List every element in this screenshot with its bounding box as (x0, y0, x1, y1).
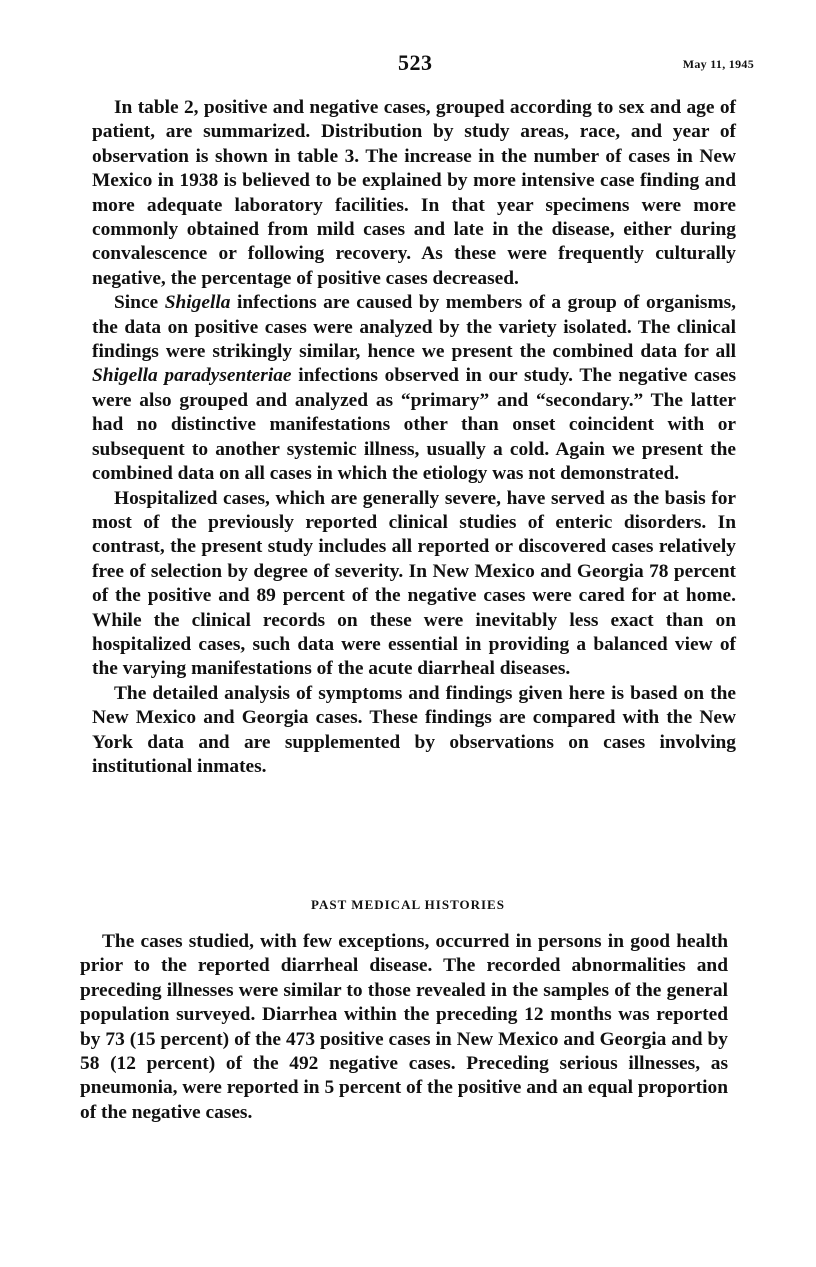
paragraph-past-medical-histories: The cases studied, with few exceptions, occurred in persons in good health prior to the reported diarrheal disease. The recorded abnormalities and preceding illnesses were similar to those revealed in the samples of the general population surveyed. Diarrhea within the preceding 12 months was reported by 73 (15 percent) of the 473 positive cases in New Mexico and Georgia and by 58 (12 percent) of the 492 negative cases. Preceding serious illnesses, as pneumonia, were reported in 5 percent of the positive and an equal proportion of the negative cases. (80, 931, 728, 1123)
body-text (92, 96, 736, 779)
paragraph-text-segment: infections observed in our study. The negative cases were also grouped and analyzed as “primary” and “secondary.” The latter had no distinctive manifestations other than onset coincident with or subsequent to another systemic illness, usually a cold. Again we present the combined data on all cases in which the etiology was not demonstrated. (92, 365, 736, 485)
page-number: 523 (398, 50, 433, 75)
section-heading: PAST MEDICAL HISTORIES (311, 897, 505, 912)
paragraph-detailed-analysis: The detailed analysis of symptoms and findings given here is based on the New Mexico and Georgia cases. These findings are compared with the New York data and are supplemented by observations on cases involving institutional inmates. (92, 682, 736, 777)
species-name: Shigella paradysenteriae (92, 365, 292, 387)
paragraph-tables-summary: In table 2, positive and negative cases, grouped according to sex and age of patient, are summarized. Distribution by study areas, race, and year of observation is shown in table 3. The increase in the number of cases in New Mexico in 1938 is believed to be explained by more intensive case finding and more adequate laboratory facilities. In that year specimens were more commonly obtained from mild cases and late in the disease, either during convalescence or following recovery. As these were frequently culturally negative, the percentage of positive cases decreased. (92, 97, 736, 289)
paragraph-hospitalized-cases: Hospitalized cases, which are generally severe, have served as the basis for most of the previously reported clinical studies of enteric disorders. In contrast, the present study includes all reported or discovered cases relatively free of selection by degree of severity. In New Mexico and Georgia 78 percent of the positive and 89 percent of the negative cases were cared for at home. While the clinical records on these were inevitably less exact than on hospitalized cases, such data were essential in providing a balanced view of the varying manifestations of the acute diarrheal diseases. (92, 487, 736, 680)
paragraph-shigella (92, 291, 736, 486)
paragraph-text-segment: Since (114, 292, 165, 314)
page-header (0, 50, 816, 80)
section-body (80, 930, 728, 1125)
paragraph-text-segment: infections are caused by members of a group of organisms, the data on positive cases were analyzed by the variety isolated. The clinical findings were strikingly similar, hence we present the combined data for all (92, 292, 736, 363)
species-name: Shigella (164, 292, 231, 314)
publication-date: May 11, 1945 (682, 57, 754, 71)
